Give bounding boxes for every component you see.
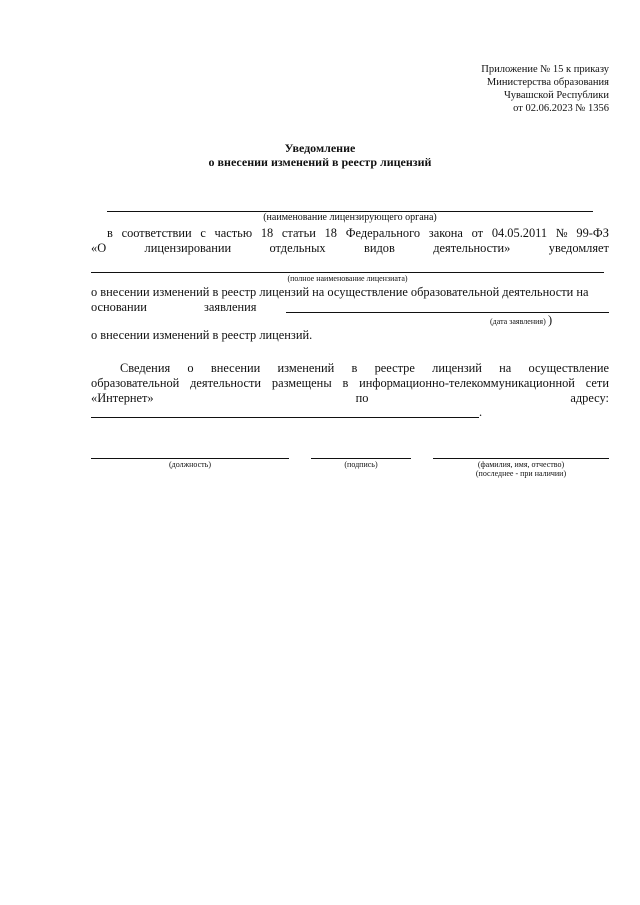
signature-caption: (подпись) — [344, 460, 378, 469]
application-date-caption: (дата заявления) — [490, 317, 546, 326]
full-name-caption-line-2: (последнее - при наличии) — [475, 469, 567, 478]
word: в — [107, 226, 113, 240]
full-name-field-line — [433, 458, 609, 459]
document-title — [0, 141, 640, 169]
word: реестре — [374, 361, 415, 375]
paragraph-2-line-1: о внесении изменений в реестр лицензий на осуществление образовательной деятельности на — [91, 285, 589, 299]
position-field-line — [91, 458, 289, 459]
word: образовательной — [91, 376, 180, 390]
word: от — [471, 226, 484, 240]
paragraph-2-word-basis: основании — [91, 300, 147, 314]
paragraph-2-close-paren: ) — [548, 313, 553, 327]
word: внесении — [210, 361, 261, 375]
appendix-header — [481, 63, 609, 115]
licensee-field-line — [91, 272, 604, 273]
paragraph-1-line-1 — [107, 226, 609, 241]
paragraph-3-line-3 — [91, 391, 609, 406]
paragraph-2-word-application: заявления — [204, 300, 257, 314]
word: Сведения — [120, 361, 171, 375]
word: деятельности — [190, 376, 262, 390]
paragraph-2-line-3: о внесении изменений в реестр лицензий. — [91, 328, 313, 342]
web-address-period: . — [479, 405, 483, 419]
word: лицензий — [432, 361, 482, 375]
word: статьи — [281, 226, 316, 240]
word: на — [499, 361, 512, 375]
paragraph-3-line-1 — [120, 361, 609, 376]
word: 04.05.2011 — [491, 226, 548, 240]
word: Федерального — [345, 226, 421, 240]
full-name-caption-line-1: (фамилия, имя, отчество) — [477, 460, 565, 469]
word: отдельных — [269, 241, 326, 255]
paragraph-3-line-2 — [91, 376, 609, 391]
word: видов — [363, 241, 395, 255]
full-name-caption — [433, 460, 609, 478]
word: сети — [585, 376, 609, 390]
word: информационно-телекоммуникационной — [359, 376, 575, 390]
word: «О — [91, 241, 107, 255]
word: осуществление — [528, 361, 609, 375]
word: лицензировании — [144, 241, 232, 255]
word: 18 — [324, 226, 337, 240]
title-line-2: о внесении изменений в реестр лицензий — [208, 155, 432, 169]
word: закона — [428, 226, 463, 240]
web-address-field-line — [91, 417, 479, 418]
word: «Интернет» — [91, 391, 154, 405]
licensee-caption: (полное наименование лицензиата) — [287, 274, 408, 283]
word: адресу: — [570, 391, 609, 405]
word: соответствии — [121, 226, 192, 240]
appendix-line-3: Чувашской Республики — [503, 90, 609, 101]
word: размещены — [271, 376, 332, 390]
application-date-field-line — [286, 312, 609, 313]
signature-field-line — [311, 458, 411, 459]
word: частью — [214, 226, 253, 240]
word: в — [342, 376, 349, 390]
word: в — [351, 361, 358, 375]
word: по — [355, 391, 369, 405]
word: деятельности» — [433, 241, 511, 255]
appendix-line-1: Приложение № 15 к приказу — [481, 64, 609, 75]
position-caption: (должность) — [169, 460, 211, 469]
appendix-line-4: от 02.06.2023 № 1356 — [513, 103, 609, 114]
word: с — [200, 226, 206, 240]
authority-caption: (наименование лицензирующего органа) — [263, 212, 437, 223]
word: о — [187, 361, 194, 375]
word: 99-ФЗ — [576, 226, 609, 240]
word: изменений — [277, 361, 335, 375]
title-line-1: Уведомление — [284, 141, 356, 155]
word: 18 — [260, 226, 274, 240]
word: уведомляет — [548, 241, 609, 255]
paragraph-1-line-2 — [91, 241, 609, 256]
appendix-line-2: Министерства образования — [486, 77, 609, 88]
word: № — [555, 226, 568, 240]
